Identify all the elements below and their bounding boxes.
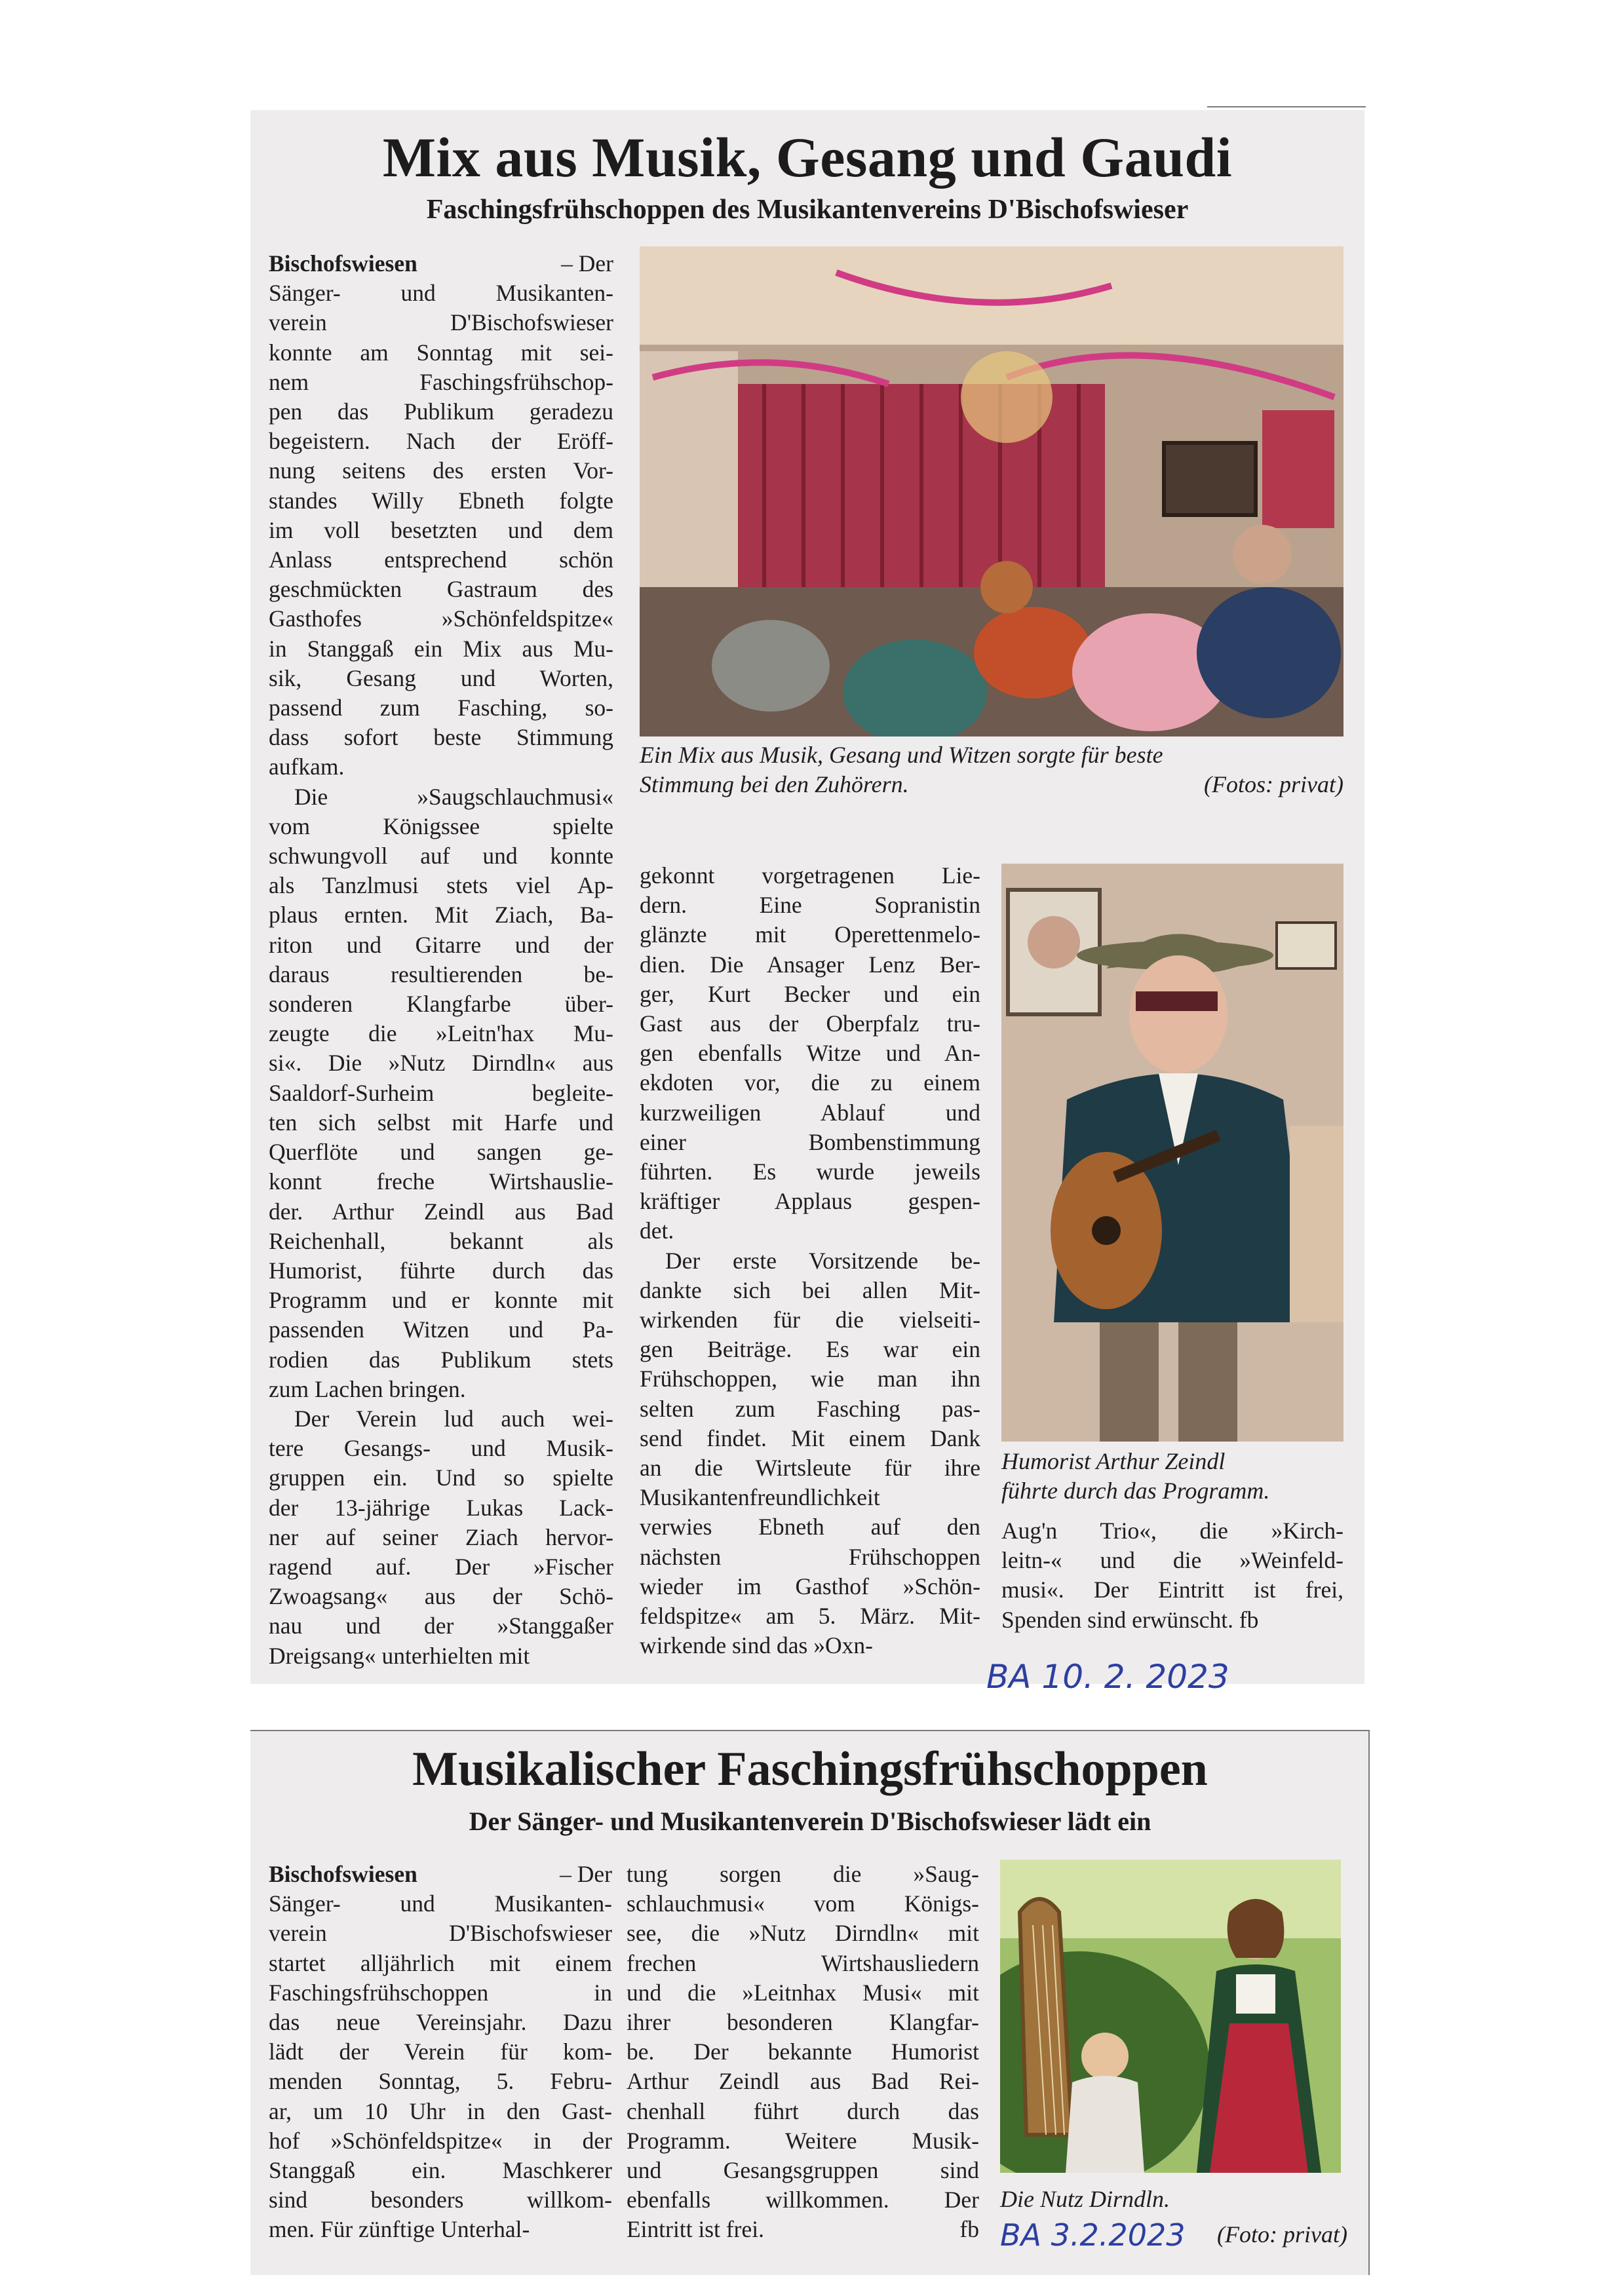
text-line: lädt der Verein für kom- — [269, 2038, 612, 2065]
text-line: ebenfalls willkommen. Der — [627, 2187, 979, 2213]
text-line: konnt freche Wirtshauslie- — [269, 1168, 613, 1195]
text-line: dass sofort beste Stimmung — [269, 724, 613, 751]
text-line: startet alljährlich mit einem — [269, 1949, 612, 1976]
text-line: nau und der »Stanggaßer — [269, 1613, 613, 1639]
text-line: ihrer besonderen Klangfar- — [627, 2009, 979, 2036]
text-line: Gast aus der Oberpfalz tru- — [640, 1010, 980, 1037]
text-line: Dreigsang« unterhielten mit — [269, 1642, 530, 1669]
text-line: Stanggaß ein. Maschkerer — [269, 2157, 612, 2184]
text-line: gruppen ein. Und so spielte — [269, 1464, 613, 1491]
text-line: det. — [640, 1217, 674, 1244]
text-line: see, die »Nutz Dirndln« mit — [627, 1920, 979, 1947]
text-line: feldspitze« am 5. März. Mit- — [640, 1603, 980, 1630]
text-line: und Gesangsgruppen sind — [627, 2157, 979, 2184]
text-line: ger, Kurt Becker und ein — [640, 980, 980, 1007]
photo-credit: (Fotos: privat) — [1204, 771, 1344, 797]
text-line: Musikantenfreundlichkeit — [640, 1484, 880, 1511]
text-line: be. Der bekannte Humorist — [627, 2038, 979, 2065]
text-line: ner auf seiner Ziach hervor- — [269, 1523, 613, 1550]
text-line: dern. Eine Sopranistin — [640, 892, 980, 919]
text-line: schlauchmusi« vom Königs- — [627, 1890, 979, 1917]
article1-column-2 — [640, 861, 980, 1660]
text-line: hof »Schönfeldspitze« in der — [269, 2127, 612, 2154]
handwritten-date-1: BA 10. 2. 2023 — [986, 1658, 1229, 1696]
text-line: menden Sonntag, 5. Febru- — [269, 2068, 612, 2095]
text-line: als Tanzlmusi stets viel Ap- — [269, 872, 613, 899]
text-line: ekdoten vor, die zu einem — [640, 1069, 980, 1096]
author-initials: fb — [959, 2216, 979, 2243]
text-line: Frühschoppen, wie man ihn — [640, 1366, 980, 1392]
text-line: Der erste Vorsitzende be- — [665, 1247, 980, 1274]
text-line: sik, Gesang und Worten, — [269, 664, 613, 691]
text-line: der. Arthur Zeindl aus Bad — [269, 1198, 613, 1225]
article1-column-3 — [1001, 1516, 1344, 1635]
text-fragment: – Der — [560, 1861, 612, 1887]
headline: Mix aus Musik, Gesang und Gaudi — [382, 126, 1233, 189]
text-line: dien. Die Ansager Lenz Ber- — [640, 951, 980, 978]
text-line: Arthur Zeindl aus Bad Rei- — [627, 2068, 979, 2095]
text-line: Programm und er konnte mit — [269, 1287, 613, 1314]
text-line: Die »Saugschlauchmusi« — [294, 783, 613, 810]
photo-humorist-guitar — [1001, 864, 1344, 1442]
photo-credit: (Foto: privat) — [1217, 2221, 1347, 2248]
text-line: in Stanggaß ein Mix aus Mu- — [269, 635, 613, 662]
headline: Musikalischer Faschingsfrühschoppen — [412, 1742, 1208, 1796]
text-line: gen Beiträge. Es war ein — [640, 1336, 980, 1363]
subheadline: Faschingsfrühschoppen des Musikantenvereins D'Bischofswieser — [426, 195, 1189, 225]
text-line: Anlass entsprechend schön — [269, 546, 613, 573]
text-line: wieder im Gasthof »Schön- — [640, 1573, 980, 1599]
text-line: frechen Wirtshausliedern — [627, 1949, 979, 1976]
text-line: Programm. Weitere Musik- — [627, 2127, 979, 2154]
text-line: ten sich selbst mit Harfe und — [269, 1109, 613, 1136]
clip-top-rule — [250, 1730, 1370, 1731]
clipping-2 — [250, 1730, 1370, 2275]
text-line: wirkenden für die vielseiti- — [640, 1307, 980, 1333]
clipping-1 — [250, 110, 1364, 1684]
text-line: wirkende sind das »Oxn- — [640, 1632, 873, 1659]
article2-column-2 — [627, 1860, 979, 2245]
text-line: Sänger- und Musikanten- — [269, 1890, 612, 1917]
text-line: Humorist, führte durch das — [269, 1257, 613, 1284]
photo-caption-humorist: Humorist Arthur Zeindl führte durch das Programm. — [1001, 1448, 1270, 1504]
text-line: der 13-jährige Lukas Lack- — [269, 1494, 613, 1521]
text-line: aufkam. — [269, 754, 345, 780]
text-line: gekonnt vorgetragenen Lie- — [640, 862, 980, 889]
photo-caption-dirndln: Die Nutz Dirndln. — [1000, 2186, 1170, 2212]
text-line: selten zum Fasching pas- — [640, 1395, 980, 1422]
text-line: men. Für zünftige Unterhal- — [269, 2216, 530, 2243]
clip-edge-rule — [1207, 106, 1366, 107]
text-line: glänzte mit Operettenmelo- — [640, 921, 980, 948]
text-line: führten. Es wurde jeweils — [640, 1158, 980, 1185]
text-line: tere Gesangs- und Musik- — [269, 1435, 613, 1462]
text-line: daraus resultierenden be- — [269, 961, 613, 987]
text-line: und die »Leitnhax Musi« mit — [627, 1979, 979, 2006]
text-line: das neue Vereinsjahr. Dazu — [269, 2009, 612, 2036]
text-line: geschmückten Gastraum des — [269, 576, 613, 603]
text-line: passend zum Fasching, so- — [269, 695, 613, 721]
text-line: si«. Die »Nutz Dirndln« aus — [269, 1050, 613, 1077]
photo-caption-hall: Ein Mix aus Musik, Gesang und Witzen sorgte für beste Stimmung bei den Zuhörern. (Fotos: privat) — [640, 740, 1344, 799]
text-line: konnte am Sonntag mit sei- — [269, 339, 613, 366]
text-line: leitn-« und die »Weinfeld- — [1001, 1547, 1344, 1574]
text-line: schwungvoll auf und konnte — [269, 843, 613, 870]
text-line: Reichenhall, bekannt als — [269, 1227, 613, 1254]
text-line: Saaldorf-Surheim begleite- — [269, 1079, 613, 1106]
article2-column-1 — [269, 1860, 612, 2245]
text-line: riton und Gitarre und der — [269, 931, 613, 958]
text-line: ar, um 10 Uhr in den Gast- — [269, 2097, 612, 2124]
text-line: plaus ernten. Mit Ziach, Ba- — [269, 902, 613, 928]
text-line: Der Verein lud auch wei- — [294, 1405, 613, 1432]
text-line: Spenden sind erwünscht. fb — [1001, 1606, 1259, 1633]
photo-hall-audience — [640, 246, 1344, 737]
subheadline: Der Sänger- und Musikantenverein D'Bischofswieser lädt ein — [469, 1807, 1151, 1836]
text-line: kräftiger Applaus gespen- — [640, 1188, 980, 1215]
text-line: Zwoagsang« aus der Schö- — [269, 1583, 613, 1610]
text-line — [269, 1860, 612, 1889]
text-line: Querflöte und sangen ge- — [269, 1139, 613, 1166]
text-line: einer Bombenstimmung — [640, 1128, 980, 1155]
dateline: Bischofswiesen — [269, 1861, 417, 1887]
text-line: sonderen Klangfarbe über- — [269, 991, 613, 1018]
text-fragment: – Der — [561, 250, 613, 277]
dateline: Bischofswiesen — [269, 250, 417, 277]
text-line: Gasthofes »Schönfeldspitze« — [269, 605, 613, 632]
text-line: dankte sich bei allen Mit- — [640, 1276, 980, 1303]
text-line: pen das Publikum geradezu — [269, 398, 613, 425]
text-line: rodien das Publikum stets — [269, 1346, 613, 1373]
text-line: begeistern. Nach der Eröff- — [269, 428, 613, 455]
text-line: zeugte die »Leitn'hax Mu- — [269, 1020, 613, 1047]
text-line: kurzweiligen Ablauf und — [640, 1099, 980, 1126]
text-line: Aug'n Trio«, die »Kirch- — [1001, 1518, 1344, 1544]
text-line: Sänger- und Musikanten- — [269, 280, 613, 307]
text-line: passenden Witzen und Pa- — [269, 1316, 613, 1343]
text-line: sind besonders willkom- — [269, 2187, 612, 2213]
text-line: vom Königssee spielte — [269, 813, 613, 839]
text-line: zum Lachen bringen. — [269, 1375, 466, 1402]
text-line: Faschingsfrühschoppen in — [269, 1979, 612, 2006]
text-line: an die Wirtsleute für ihre — [640, 1455, 980, 1482]
text-line: standes Willy Ebneth folgte — [269, 487, 613, 514]
handwritten-date-2: BA 3.2.2023 — [1000, 2217, 1186, 2253]
text-line: musi«. Der Eintritt ist frei, — [1001, 1577, 1344, 1603]
text-line: verein D'Bischofswieser — [269, 309, 613, 336]
article1-column-1 — [269, 249, 613, 1671]
text-line: send findet. Mit einem Dank — [640, 1425, 980, 1451]
text-line: tung sorgen die »Saug- — [627, 1861, 979, 1887]
text-line: nächsten Frühschoppen — [640, 1543, 980, 1570]
text-line: gen ebenfalls Witze und An- — [640, 1040, 980, 1067]
text-line — [269, 249, 613, 278]
photo-nutz-dirndln — [1000, 1860, 1341, 2173]
text-line: ragend auf. Der »Fischer — [269, 1553, 613, 1580]
text-line: verwies Ebneth auf den — [640, 1514, 980, 1540]
article2-column-2-last-line: Eintritt ist frei. fb — [627, 2215, 979, 2244]
text-line: chenhall führt durch das — [627, 2097, 979, 2124]
article2-column-2-body — [627, 1860, 979, 2215]
text-line: nem Faschingsfrühschop- — [269, 368, 613, 395]
text-line: nung seitens des ersten Vor- — [269, 457, 613, 484]
text-line: im voll besetzten und dem — [269, 516, 613, 543]
text-line: verein D'Bischofswieser — [269, 1920, 612, 1947]
caption-credit-row — [1000, 2217, 1347, 2259]
